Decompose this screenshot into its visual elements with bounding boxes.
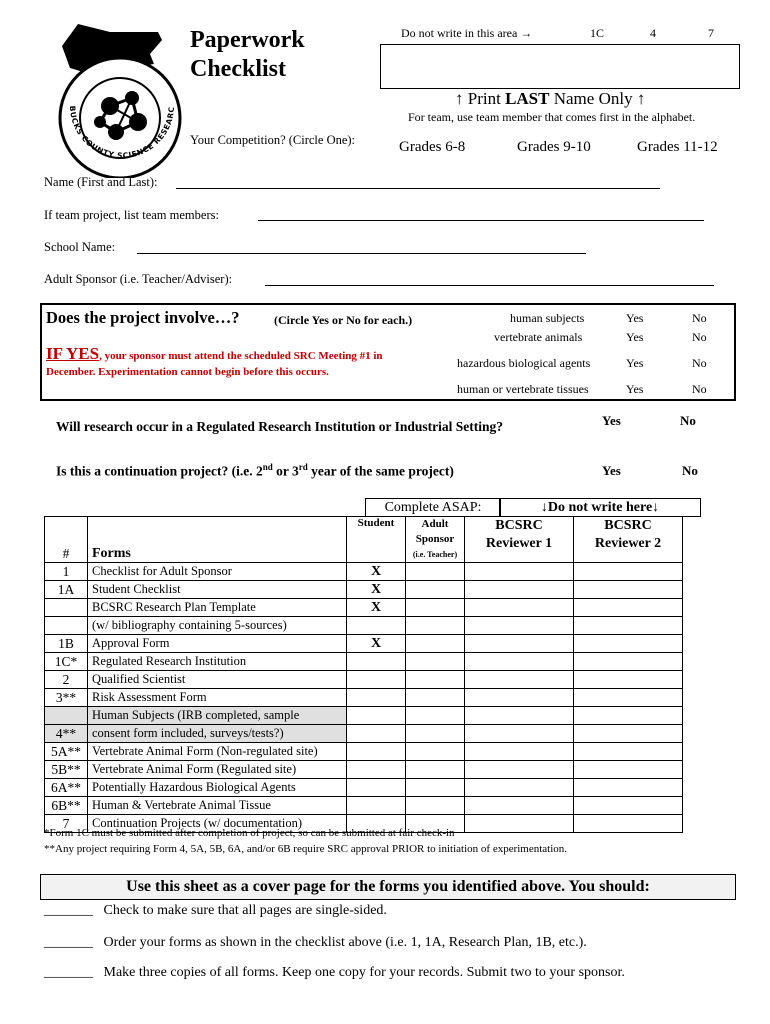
regulated-yes[interactable]: Yes	[602, 413, 621, 428]
continuation-pre: Is this a continuation project? (i.e. 2	[56, 463, 263, 479]
sponsor-check-cell[interactable]	[406, 671, 465, 689]
form-number	[45, 707, 88, 725]
adult-label: Adult	[421, 518, 449, 530]
form-name: BCSRC Research Plan Template	[88, 599, 347, 617]
forms-table	[44, 516, 683, 833]
involve-item-yes[interactable]: Yes	[626, 356, 644, 370]
reviewer-1-cell[interactable]	[465, 689, 574, 707]
team-field[interactable]	[258, 220, 704, 221]
reviewer-2-cell[interactable]	[574, 599, 683, 617]
form-number: 6A**	[45, 779, 88, 797]
student-check-cell[interactable]: X	[347, 635, 406, 653]
student-check-cell[interactable]	[347, 743, 406, 761]
footnote-1: *Form 1C must be submitted after completion of project, so can be submitted at fair check-in	[44, 827, 455, 839]
sponsor-field[interactable]	[265, 285, 714, 286]
last-name-box[interactable]	[380, 44, 740, 89]
form-name: Vertebrate Animal Form (Regulated site)	[88, 761, 347, 779]
if-yes-note	[46, 344, 383, 364]
form-name: Approval Form	[88, 635, 347, 653]
reviewer-2-line-a: BCSRC	[604, 518, 652, 533]
form-name: Student Checklist	[88, 581, 347, 599]
continuation-post: year of the same project)	[307, 463, 454, 479]
involve-item-yes[interactable]: Yes	[626, 311, 644, 325]
reviewer-2-cell[interactable]	[574, 707, 683, 725]
reviewer-1-cell[interactable]	[465, 581, 574, 599]
col-reviewer-2-header	[574, 517, 683, 563]
form-name: Qualified Scientist	[88, 671, 347, 689]
sponsor-check-cell[interactable]	[406, 725, 465, 743]
team-label: If team project, list team members:	[44, 208, 219, 222]
grade-option-6-8[interactable]: Grades 6-8	[399, 139, 466, 155]
school-field[interactable]	[137, 253, 586, 254]
form-number: 6B**	[45, 797, 88, 815]
table-row	[45, 599, 683, 617]
print-last-pre: ↑ Print	[455, 89, 506, 108]
form-name: Checklist for Adult Sponsor	[88, 563, 347, 581]
sponsor-label: Sponsor	[415, 533, 455, 545]
reviewer-2-cell[interactable]	[574, 815, 683, 833]
regulated-question: Will research occur in a Regulated Research Institution or Industrial Setting?	[56, 419, 504, 434]
sponsor-check-cell[interactable]	[406, 617, 465, 635]
form-name: Potentially Hazardous Biological Agents	[88, 779, 347, 797]
form-number: 2	[45, 671, 88, 689]
sponsor-check-cell[interactable]	[406, 779, 465, 797]
table-row	[45, 761, 683, 779]
cover-item-text: Order your forms as shown in the checklist above (i.e. 1, 1A, Research Plan, 1B, etc.).	[103, 935, 587, 950]
reviewer-1-cell[interactable]	[465, 779, 574, 797]
student-check-cell[interactable]	[347, 761, 406, 779]
sponsor-check-cell[interactable]	[406, 797, 465, 815]
continuation-question	[56, 462, 454, 480]
col-reviewer-1-header	[465, 517, 574, 563]
reviewer-2-cell[interactable]	[574, 653, 683, 671]
student-check-cell[interactable]: X	[347, 563, 406, 581]
team-note: For team, use team member that comes first in the alphabet.	[408, 110, 696, 124]
form-number	[45, 617, 88, 635]
involve-item-yes[interactable]: Yes	[626, 382, 644, 396]
student-check-cell[interactable]	[347, 725, 406, 743]
involve-item-label: human or vertebrate tissues	[457, 382, 589, 396]
cover-item-text: Check to make sure that all pages are single-sided.	[103, 903, 387, 918]
form-number: 5A**	[45, 743, 88, 761]
student-check-cell[interactable]	[347, 707, 406, 725]
cover-heading: Use this sheet as a cover page for the forms you identified above. You should:	[40, 874, 736, 900]
code-1c: 1C	[590, 26, 605, 40]
reviewer-2-cell[interactable]	[574, 779, 683, 797]
grade-option-11-12[interactable]: Grades 11-12	[637, 139, 718, 155]
cover-item	[44, 903, 387, 919]
form-number: 1B	[45, 635, 88, 653]
reviewer-1-cell[interactable]	[465, 635, 574, 653]
cover-blank[interactable]: _______	[44, 935, 93, 950]
sponsor-check-cell[interactable]	[406, 689, 465, 707]
reviewer-2-cell[interactable]	[574, 617, 683, 635]
sponsor-check-cell[interactable]	[406, 581, 465, 599]
regulated-no[interactable]: No	[680, 413, 696, 428]
involve-instruction: (Circle Yes or No for each.)	[274, 313, 413, 327]
reviewer-2-cell[interactable]	[574, 563, 683, 581]
reviewer-1-cell[interactable]	[465, 761, 574, 779]
sponsor-label: Adult Sponsor (i.e. Teacher/Adviser):	[44, 272, 233, 286]
sponsor-check-cell[interactable]	[406, 563, 465, 581]
grade-option-9-10[interactable]: Grades 9-10	[517, 139, 591, 155]
form-name: consent form included, surveys/tests?)	[88, 725, 347, 743]
reviewer-1-cell[interactable]	[465, 815, 574, 833]
col-student-header: Student	[347, 517, 406, 563]
sup-rd: rd	[298, 462, 308, 472]
sup-nd: nd	[262, 462, 273, 472]
form-name: Human Subjects (IRB completed, sample	[88, 707, 347, 725]
involve-item-label: vertebrate animals	[494, 330, 583, 344]
sponsor-check-cell[interactable]	[406, 743, 465, 761]
table-row	[45, 779, 683, 797]
if-yes-text: , your sponsor must attend the scheduled SRC Meeting #1 in	[99, 350, 383, 362]
table-row	[45, 707, 683, 725]
ie-teacher-label: (i.e. Teacher)	[412, 550, 458, 559]
form-number: 1	[45, 563, 88, 581]
col-adult-sponsor-header	[406, 517, 465, 563]
reviewer-1-cell[interactable]	[465, 599, 574, 617]
reviewer-2-cell[interactable]	[574, 743, 683, 761]
involve-item-no[interactable]: No	[692, 382, 707, 396]
student-check-cell[interactable]	[347, 671, 406, 689]
competition-label: Your Competition? (Circle One):	[190, 133, 356, 147]
form-name: Regulated Research Institution	[88, 653, 347, 671]
cover-blank[interactable]: _______	[44, 965, 93, 980]
involve-item-no[interactable]: No	[692, 356, 707, 370]
title-line-2: Checklist	[190, 56, 286, 82]
reviewer-2-cell[interactable]	[574, 689, 683, 707]
involve-item-label: human subjects	[510, 311, 585, 325]
student-check-cell[interactable]	[347, 797, 406, 815]
bcsrc-logo	[50, 18, 190, 178]
do-not-write-label: Do not write in this area →	[401, 26, 533, 40]
reviewer-1-cell[interactable]	[465, 743, 574, 761]
continuation-yes[interactable]: Yes	[602, 463, 621, 478]
cover-item	[44, 965, 625, 981]
if-yes-text-2: December. Experimentation cannot begin before this occurs.	[46, 366, 329, 378]
print-last-post: Name Only ↑	[549, 89, 646, 108]
title-line-1: Paperwork	[190, 27, 305, 53]
sponsor-check-cell[interactable]	[406, 653, 465, 671]
reviewer-1-line-a: BCSRC	[495, 518, 543, 533]
table-header-row	[45, 517, 683, 563]
table-row	[45, 617, 683, 635]
table-row	[45, 653, 683, 671]
sponsor-check-cell[interactable]	[406, 761, 465, 779]
reviewer-1-cell[interactable]	[465, 725, 574, 743]
student-check-cell[interactable]	[347, 779, 406, 797]
involve-item-yes[interactable]: Yes	[626, 330, 644, 344]
form-number: 1C*	[45, 653, 88, 671]
involve-item-no[interactable]: No	[692, 311, 707, 325]
student-check-cell[interactable]: X	[347, 581, 406, 599]
col-forms-header: Forms	[88, 517, 347, 563]
col-num-header: #	[45, 517, 88, 563]
table-row	[45, 635, 683, 653]
form-name: Continuation Projects (w/ documentation)	[88, 815, 347, 833]
code-4: 4	[650, 26, 656, 40]
reviewer-1-cell[interactable]	[465, 617, 574, 635]
reviewer-1-line-b: Reviewer 1	[485, 536, 553, 551]
cover-blank[interactable]: _______	[44, 903, 93, 918]
form-number: 4**	[45, 725, 88, 743]
reviewer-2-cell[interactable]	[574, 725, 683, 743]
logo-ring-text: BUCKS COUNTY SCIENCE RESEARC	[67, 105, 177, 161]
table-row	[45, 689, 683, 707]
table-row	[45, 797, 683, 815]
sponsor-check-cell[interactable]	[406, 707, 465, 725]
form-name: Risk Assessment Form	[88, 689, 347, 707]
student-check-cell[interactable]	[347, 653, 406, 671]
reviewer-2-cell[interactable]	[574, 635, 683, 653]
form-number: 1A	[45, 581, 88, 599]
footnote-2: **Any project requiring Form 4, 5A, 5B, 6A, and/or 6B require SRC approval PRIOR to initiation of experimentation.	[44, 843, 568, 855]
cover-item	[44, 935, 587, 951]
if-yes-label: IF YES	[46, 344, 100, 363]
student-check-cell[interactable]	[347, 689, 406, 707]
form-number: 7	[45, 815, 88, 833]
print-last-bold: LAST	[505, 89, 550, 108]
table-row	[45, 563, 683, 581]
reviewer-1-cell[interactable]	[465, 797, 574, 815]
name-label: Name (First and Last):	[44, 175, 158, 189]
reviewer-2-line-b: Reviewer 2	[594, 536, 662, 551]
form-name: (w/ bibliography containing 5-sources)	[88, 617, 347, 635]
table-row	[45, 671, 683, 689]
sponsor-check-cell[interactable]	[406, 635, 465, 653]
student-check-cell[interactable]: X	[347, 599, 406, 617]
continuation-no[interactable]: No	[682, 463, 698, 478]
print-last-name-instruction	[455, 89, 645, 109]
do-not-write-here-header: ↓Do not write here↓	[499, 498, 701, 517]
reviewer-1-cell[interactable]	[465, 653, 574, 671]
form-name: Vertebrate Animal Form (Non-regulated site)	[88, 743, 347, 761]
form-name: Human & Vertebrate Animal Tissue	[88, 797, 347, 815]
form-number: 3**	[45, 689, 88, 707]
reviewer-2-cell[interactable]	[574, 797, 683, 815]
involve-heading: Does the project involve…?	[46, 308, 240, 327]
student-check-cell[interactable]	[347, 617, 406, 635]
sponsor-check-cell[interactable]	[406, 599, 465, 617]
name-field[interactable]	[176, 188, 660, 189]
reviewer-2-cell[interactable]	[574, 761, 683, 779]
involve-item-no[interactable]: No	[692, 330, 707, 344]
cover-item-text: Make three copies of all forms. Keep one copy for your records. Submit two to your sponsor.	[103, 965, 625, 980]
school-label: School Name:	[44, 240, 116, 254]
table-row	[45, 581, 683, 599]
reviewer-2-cell[interactable]	[574, 581, 683, 599]
table-row	[45, 743, 683, 761]
form-number	[45, 599, 88, 617]
table-row	[45, 725, 683, 743]
involve-item-label: hazardous biological agents	[457, 356, 591, 370]
reviewer-1-cell[interactable]	[465, 707, 574, 725]
reviewer-1-cell[interactable]	[465, 563, 574, 581]
code-7: 7	[708, 26, 714, 40]
complete-asap-header: Complete ASAP:	[365, 498, 501, 517]
reviewer-1-cell[interactable]	[465, 671, 574, 689]
form-number: 5B**	[45, 761, 88, 779]
continuation-mid: or 3	[272, 463, 299, 479]
reviewer-2-cell[interactable]	[574, 671, 683, 689]
page-title	[190, 26, 305, 84]
